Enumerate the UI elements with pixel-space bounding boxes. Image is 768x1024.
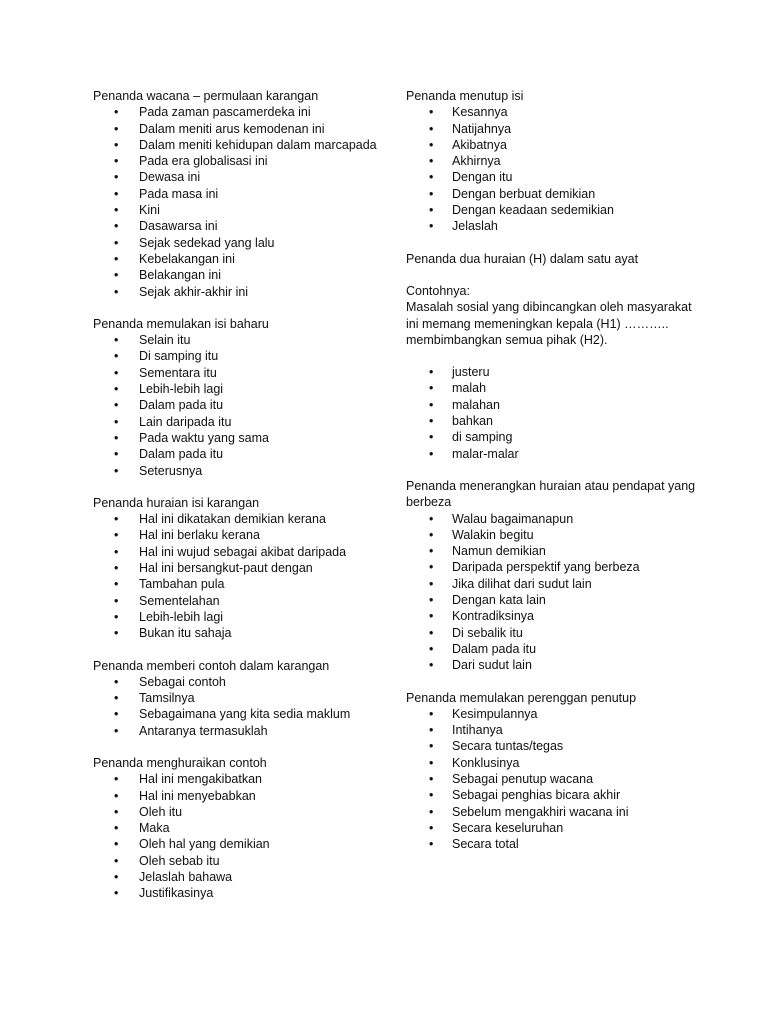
- list-item-text: Selain itu: [139, 333, 191, 348]
- section-menutup-isi: [406, 88, 706, 235]
- list-item: [93, 836, 383, 852]
- bullet-icon: •: [429, 593, 434, 608]
- list-item-text: Seterusnya: [139, 463, 203, 478]
- bullet-icon: •: [114, 333, 119, 348]
- bullet-icon: •: [429, 511, 434, 526]
- section-heading: Penanda memulakan isi baharu: [93, 316, 269, 331]
- list-item: [406, 429, 706, 445]
- bullet-icon: •: [429, 397, 434, 412]
- bullet-icon: •: [114, 723, 119, 738]
- list-item: [93, 332, 383, 348]
- list-item-text: Dalam pada itu: [139, 447, 224, 462]
- bullet-icon: •: [114, 463, 119, 478]
- list-item-text: Sebagai penutup wacana: [452, 771, 594, 786]
- list-item-text: Dasawarsa ini: [139, 219, 218, 234]
- list-item-text: Di samping itu: [139, 349, 219, 364]
- list-item-text: Secara total: [452, 837, 519, 852]
- bullet-icon: •: [114, 886, 119, 901]
- list-item-text: Hal ini mengakibatkan: [139, 772, 262, 787]
- list-item: [406, 755, 706, 771]
- list-item-text: Dengan kata lain: [452, 593, 546, 608]
- section-heading: Penanda menghuraikan contoh: [93, 755, 267, 770]
- list-item: [406, 527, 706, 543]
- list-item-text: malar-malar: [452, 446, 519, 461]
- list-item-text: malah: [452, 381, 487, 396]
- section-left-2: [93, 495, 383, 642]
- list-item-text: Daripada perspektif yang berbeza: [452, 560, 640, 575]
- list-item: [406, 641, 706, 657]
- list-item-text: Pada era globalisasi ini: [139, 154, 268, 169]
- list-item-text: Dalam pada itu: [139, 398, 224, 413]
- bullet-icon: •: [114, 349, 119, 364]
- list-item: [406, 413, 706, 429]
- list-item: [406, 625, 706, 641]
- list-item: [93, 511, 383, 527]
- list-item: [406, 153, 706, 169]
- list-item-text: Kesannya: [452, 105, 508, 120]
- list-item-text: Sebagai contoh: [139, 674, 226, 689]
- bullet-icon: •: [429, 414, 434, 429]
- list-item: [406, 543, 706, 559]
- list-item-text: Lain daripada itu: [139, 414, 232, 429]
- list-item-text: Pada waktu yang sama: [139, 430, 269, 445]
- right-column: [406, 88, 706, 868]
- list-item-text: Oleh hal yang demikian: [139, 837, 270, 852]
- bullet-icon: •: [429, 170, 434, 185]
- bullet-icon: •: [114, 853, 119, 868]
- list-item: [406, 787, 706, 803]
- list-item: [93, 202, 383, 218]
- bullet-icon: •: [429, 755, 434, 770]
- bullet-icon: •: [114, 382, 119, 397]
- list-item-text: Belakangan ini: [139, 268, 222, 283]
- section-heading: Penanda memulakan perenggan penutup: [406, 690, 637, 705]
- list-item: [93, 690, 383, 706]
- list-item-text: justeru: [452, 365, 490, 380]
- bullet-icon: •: [114, 284, 119, 299]
- list-item-text: Natijahnya: [452, 121, 512, 136]
- list-item: [93, 706, 383, 722]
- bullet-icon: •: [114, 186, 119, 201]
- list-item: [93, 544, 383, 560]
- bullet-icon: •: [114, 561, 119, 576]
- bullet-icon: •: [429, 837, 434, 852]
- example-text: Masalah sosial yang dibincangkan oleh masyarakat ini memang memeningkan kepala (H1) ……….. membimbangkan semua pihak (H2).: [406, 300, 692, 347]
- bullet-icon: •: [429, 609, 434, 624]
- list-item: [406, 722, 706, 738]
- item-list: [406, 104, 706, 234]
- section-left-0: [93, 88, 383, 300]
- list-item: [406, 559, 706, 575]
- bullet-icon: •: [429, 105, 434, 120]
- list-item: [93, 593, 383, 609]
- bullet-icon: •: [114, 154, 119, 169]
- list-item-text: Kini: [139, 203, 160, 218]
- list-item-text: Sementelahan: [139, 593, 220, 608]
- list-item: [93, 153, 383, 169]
- list-item: [406, 804, 706, 820]
- list-item: [406, 836, 706, 852]
- bullet-icon: •: [114, 398, 119, 413]
- list-item-text: Lebih-lebih lagi: [139, 382, 224, 397]
- list-item: [93, 348, 383, 364]
- list-item-text: Oleh itu: [139, 804, 183, 819]
- list-item: [406, 706, 706, 722]
- list-item: [406, 592, 706, 608]
- bullet-icon: •: [114, 593, 119, 608]
- section-dua-huraian: [406, 251, 706, 462]
- bullet-icon: •: [114, 772, 119, 787]
- list-item-text: Akhirnya: [452, 154, 501, 169]
- list-item-text: Kebelakangan ini: [139, 251, 235, 266]
- list-item-text: Dari sudut lain: [452, 658, 532, 673]
- bullet-icon: •: [114, 203, 119, 218]
- list-item-text: Jika dilihat dari sudut lain: [452, 576, 592, 591]
- list-item: [406, 820, 706, 836]
- item-list: [93, 104, 383, 300]
- item-list: [93, 771, 383, 901]
- section-left-3: [93, 658, 383, 739]
- list-item-text: bahkan: [452, 414, 494, 429]
- list-item-text: Dalam meniti kehidupan dalam marcapada: [139, 137, 377, 152]
- list-item: [93, 251, 383, 267]
- list-item: [93, 527, 383, 543]
- bullet-icon: •: [429, 430, 434, 445]
- list-item: [406, 511, 706, 527]
- list-item: [93, 560, 383, 576]
- list-item: [93, 853, 383, 869]
- list-item-text: Hal ini dikatakan demikian kerana: [139, 512, 326, 527]
- list-item: [406, 137, 706, 153]
- list-item: [93, 414, 383, 430]
- list-item: [406, 104, 706, 120]
- list-item-text: Intihanya: [452, 723, 503, 738]
- list-item-text: Hal ini berlaku kerana: [139, 528, 260, 543]
- list-item-text: Bukan itu sahaja: [139, 626, 232, 641]
- list-item-text: Walakin begitu: [452, 527, 534, 542]
- list-item: [93, 267, 383, 283]
- bullet-icon: •: [429, 219, 434, 234]
- list-item: [406, 186, 706, 202]
- list-item: [93, 186, 383, 202]
- bullet-icon: •: [114, 414, 119, 429]
- list-item: [93, 771, 383, 787]
- list-item-text: Sejak sedekad yang lalu: [139, 235, 275, 250]
- bullet-icon: •: [114, 121, 119, 136]
- bullet-icon: •: [114, 544, 119, 559]
- list-item-text: Dewasa ini: [139, 170, 201, 185]
- list-item-text: Hal ini menyebabkan: [139, 788, 256, 803]
- list-item-text: Dalam pada itu: [452, 641, 537, 656]
- list-item: [406, 657, 706, 673]
- list-item: [93, 804, 383, 820]
- bullet-icon: •: [429, 820, 434, 835]
- list-item-text: Dengan keadaan sedemikian: [452, 203, 614, 218]
- list-item-text: Justifikasinya: [139, 886, 214, 901]
- bullet-icon: •: [429, 544, 434, 559]
- bullet-icon: •: [429, 788, 434, 803]
- bullet-icon: •: [114, 430, 119, 445]
- list-item-text: Konklusinya: [452, 755, 520, 770]
- bullet-icon: •: [114, 804, 119, 819]
- bullet-icon: •: [114, 528, 119, 543]
- bullet-icon: •: [429, 739, 434, 754]
- list-item-text: Di sebalik itu: [452, 625, 523, 640]
- list-item: [406, 218, 706, 234]
- list-item-text: malahan: [452, 397, 500, 412]
- list-item: [93, 365, 383, 381]
- example-label: Contohnya:: [406, 283, 470, 298]
- list-item-text: Walau bagaimanapun: [452, 511, 574, 526]
- list-item-text: Dalam meniti arus kemodenan ini: [139, 121, 325, 136]
- bullet-icon: •: [429, 527, 434, 542]
- list-item: [93, 788, 383, 804]
- list-item: [406, 169, 706, 185]
- bullet-icon: •: [429, 804, 434, 819]
- bullet-icon: •: [114, 170, 119, 185]
- list-item: [93, 284, 383, 300]
- bullet-icon: •: [429, 121, 434, 136]
- list-item-text: Hal ini wujud sebagai akibat daripada: [139, 544, 347, 559]
- section-left-4: [93, 755, 383, 902]
- list-item: [93, 609, 383, 625]
- item-list: [406, 511, 706, 674]
- list-item: [93, 869, 383, 885]
- list-item-text: Dengan berbuat demikian: [452, 186, 596, 201]
- item-list: [93, 511, 383, 641]
- bullet-icon: •: [114, 577, 119, 592]
- list-item-text: Sebagaimana yang kita sedia maklum: [139, 707, 351, 722]
- section-heading: Penanda menutup isi: [406, 89, 524, 103]
- bullet-icon: •: [114, 674, 119, 689]
- bullet-icon: •: [114, 235, 119, 250]
- section-menerangkan: [406, 478, 706, 674]
- bullet-icon: •: [114, 512, 119, 527]
- list-item-text: Pada masa ini: [139, 186, 219, 201]
- list-item: [93, 218, 383, 234]
- list-item-text: Lebih-lebih lagi: [139, 609, 224, 624]
- list-item: [93, 446, 383, 462]
- bullet-icon: •: [114, 105, 119, 120]
- list-item-text: Sebagai penghias bicara akhir: [452, 788, 621, 803]
- list-item: [93, 430, 383, 446]
- bullet-icon: •: [429, 771, 434, 786]
- bullet-icon: •: [429, 446, 434, 461]
- bullet-icon: •: [429, 154, 434, 169]
- list-item-text: Secara tuntas/tegas: [452, 739, 564, 754]
- left-column: [93, 88, 383, 918]
- list-item: [93, 885, 383, 901]
- list-item: [93, 104, 383, 120]
- section-heading: Penanda huraian isi karangan: [93, 495, 260, 510]
- list-item-text: Sebelum mengakhiri wacana ini: [452, 804, 629, 819]
- list-item: [93, 674, 383, 690]
- list-item-text: Jelaslah: [452, 219, 498, 234]
- list-item: [93, 397, 383, 413]
- bullet-icon: •: [429, 706, 434, 721]
- list-item: [93, 381, 383, 397]
- list-item: [93, 723, 383, 739]
- item-list: [406, 364, 706, 462]
- list-item-text: Sejak akhir-akhir ini: [139, 284, 249, 299]
- list-item: [406, 364, 706, 380]
- item-list: [406, 706, 706, 853]
- list-item: [406, 738, 706, 754]
- bullet-icon: •: [429, 576, 434, 591]
- bullet-icon: •: [114, 707, 119, 722]
- bullet-icon: •: [114, 365, 119, 380]
- section-heading: Penanda dua huraian (H) dalam satu ayat: [406, 251, 639, 266]
- list-item-text: Jelaslah bahawa: [139, 870, 233, 885]
- list-item: [93, 463, 383, 479]
- section-heading: Penanda menerangkan huraian atau pendapat yang berbeza: [406, 478, 696, 510]
- list-item-text: Dengan itu: [452, 170, 513, 185]
- list-item-text: Hal ini bersangkut-paut dengan: [139, 561, 313, 576]
- list-item: [406, 576, 706, 592]
- bullet-icon: •: [429, 381, 434, 396]
- bullet-icon: •: [114, 788, 119, 803]
- section-heading: Penanda memberi contoh dalam karangan: [93, 658, 330, 673]
- list-item-text: Sementara itu: [139, 365, 217, 380]
- list-item-text: Pada zaman pascamerdeka ini: [139, 105, 311, 120]
- list-item-text: Kontradiksinya: [452, 609, 534, 624]
- bullet-icon: •: [114, 691, 119, 706]
- list-item: [406, 397, 706, 413]
- bullet-icon: •: [114, 870, 119, 885]
- list-item-text: Secara keseluruhan: [452, 820, 564, 835]
- list-item-text: di samping: [452, 430, 513, 445]
- list-item: [93, 820, 383, 836]
- bullet-icon: •: [114, 821, 119, 836]
- list-item: [93, 576, 383, 592]
- bullet-icon: •: [429, 365, 434, 380]
- list-item: [93, 169, 383, 185]
- list-item-text: Tamsilnya: [139, 691, 195, 706]
- list-item: [406, 608, 706, 624]
- bullet-icon: •: [114, 268, 119, 283]
- bullet-icon: •: [429, 186, 434, 201]
- item-list: [93, 674, 383, 739]
- bullet-icon: •: [114, 626, 119, 641]
- bullet-icon: •: [429, 203, 434, 218]
- list-item: [406, 380, 706, 396]
- list-item-text: Akibatnya: [452, 137, 507, 152]
- list-item-text: Antaranya termasuklah: [139, 723, 268, 738]
- section-heading: Penanda wacana – permulaan karangan: [93, 89, 319, 103]
- list-item: [93, 625, 383, 641]
- bullet-icon: •: [429, 658, 434, 673]
- list-item: [406, 121, 706, 137]
- list-item: [93, 121, 383, 137]
- bullet-icon: •: [114, 137, 119, 152]
- list-item: [406, 771, 706, 787]
- bullet-icon: •: [114, 837, 119, 852]
- list-item: [93, 235, 383, 251]
- section-left-1: [93, 316, 383, 479]
- bullet-icon: •: [114, 609, 119, 624]
- list-item-text: Oleh sebab itu: [139, 853, 220, 868]
- list-item: [406, 202, 706, 218]
- bullet-icon: •: [114, 219, 119, 234]
- list-item: [93, 137, 383, 153]
- bullet-icon: •: [429, 560, 434, 575]
- bullet-icon: •: [114, 447, 119, 462]
- bullet-icon: •: [429, 641, 434, 656]
- list-item-text: Namun demikian: [452, 544, 546, 559]
- list-item: [406, 446, 706, 462]
- bullet-icon: •: [429, 137, 434, 152]
- section-penutup: [406, 690, 706, 853]
- list-item-text: Kesimpulannya: [452, 706, 538, 721]
- list-item-text: Tambahan pula: [139, 577, 225, 592]
- bullet-icon: •: [114, 251, 119, 266]
- bullet-icon: •: [429, 723, 434, 738]
- item-list: [93, 332, 383, 479]
- list-item-text: Maka: [139, 821, 170, 836]
- bullet-icon: •: [429, 625, 434, 640]
